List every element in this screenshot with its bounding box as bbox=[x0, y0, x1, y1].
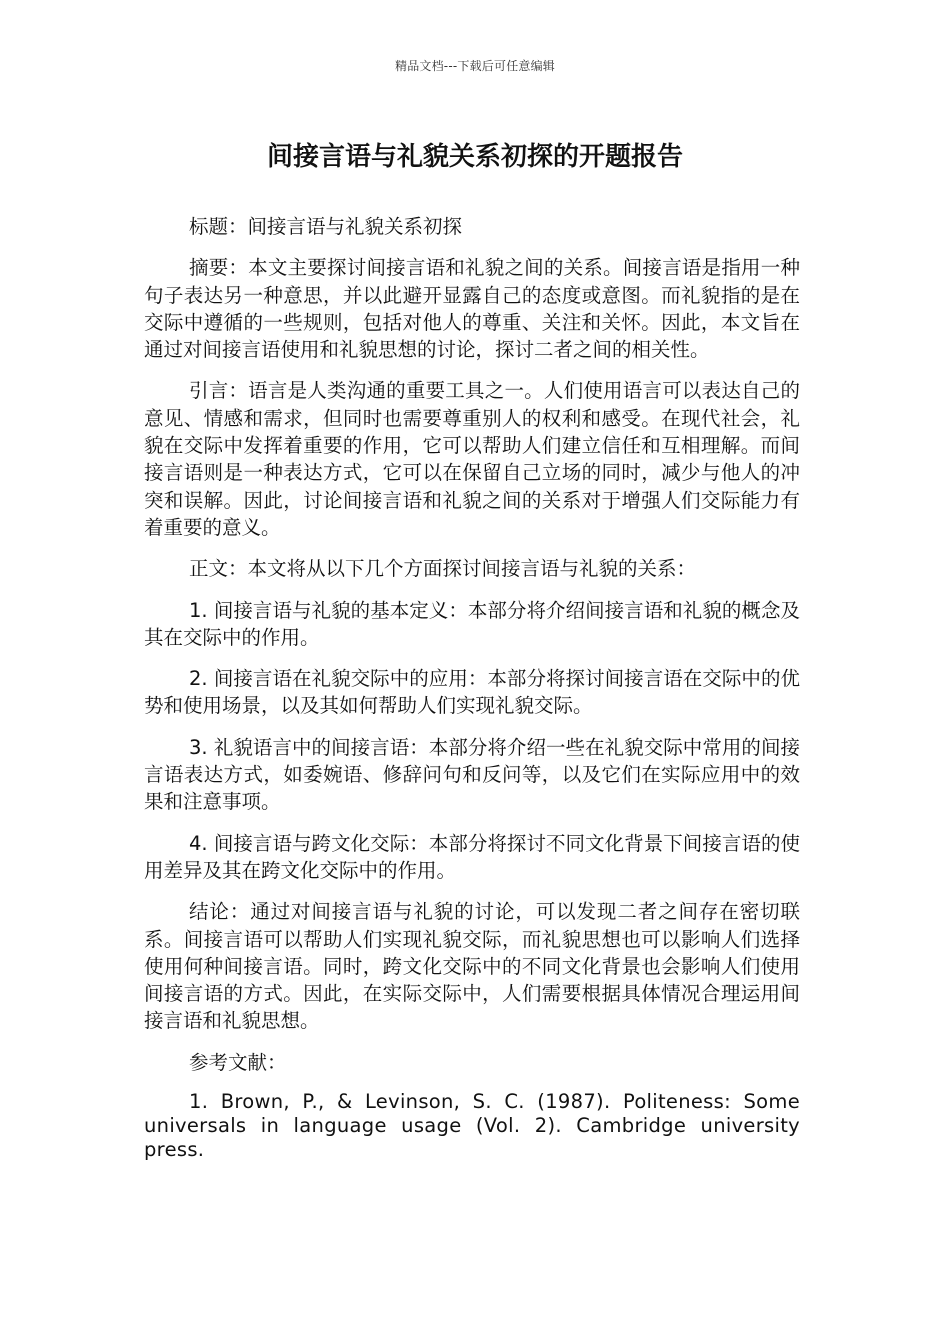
page-header-note: 精品文档---下载后可任意编辑 bbox=[395, 59, 555, 73]
paragraph-reference-1: 1. Brown, P., & Levinson, S. C. (1987). Politeness: Some universals in language usage (Vol. 2). Cambridge university press. bbox=[144, 1090, 800, 1162]
document-title: 间接言语与礼貌关系初探的开题报告 bbox=[266, 142, 683, 172]
paragraph-abstract: 摘要：本文主要探讨间接言语和礼貌之间的关系。间接言语是指用一种句子表达另一种意思，并以此避开显露自己的态度或意图。而礼貌指的是在交际中遵循的一些规则，包括对他人的尊重、关注和关怀。因此，本文旨在通过对间接言语使用和礼貌思想的讨论，探讨二者之间的相关性。 bbox=[144, 256, 800, 362]
paragraph-heading-line: 标题：间接言语与礼貌关系初探 bbox=[189, 215, 463, 238]
paragraph-body-intro: 正文：本文将从以下几个方面探讨间接言语与礼貌的关系： bbox=[189, 557, 697, 581]
paragraph-section-4: 4. 间接言语与跨文化交际：本部分将探讨不同文化背景下间接言语的使用差异及其在跨文化交际中的作用。 bbox=[144, 831, 800, 882]
paragraph-section-1: 1. 间接言语与礼貌的基本定义：本部分将介绍间接言语和礼貌的概念及其在交际中的作用。 bbox=[144, 598, 800, 649]
paragraph-references-heading: 参考文献： bbox=[189, 1050, 287, 1074]
paragraph-section-2: 2. 间接言语在礼貌交际中的应用：本部分将探讨间接言语在交际中的优势和使用场景，以及其如何帮助人们实现礼貌交际。 bbox=[144, 667, 800, 718]
paragraph-conclusion: 结论：通过对间接言语与礼貌的讨论，可以发现二者之间存在密切联系。间接言语可以帮助人们实现礼貌交际，而礼貌思想也可以影响人们选择使用何种间接言语。同时，跨文化交际中的不同文化背景也会影响人们使用间接言语的方式。因此，在实际交际中，人们需要根据具体情况合理运用间接言语和礼貌思想。 bbox=[144, 900, 800, 1033]
paragraph-section-3: 3. 礼貌语言中的间接言语：本部分将介绍一些在礼貌交际中常用的间接言语表达方式，如委婉语、修辞问句和反问等，以及它们在实际应用中的效果和注意事项。 bbox=[144, 735, 800, 814]
paragraph-introduction: 引言：语言是人类沟通的重要工具之一。人们使用语言可以表达自己的意见、情感和需求，但同时也需要尊重别人的权利和感受。在现代社会，礼貌在交际中发挥着重要的作用，它可以帮助人们建立信任和互相理解。而间接言语则是一种表达方式，它可以在保留自己立场的同时，减少与他人的冲突和误解。因此，讨论间接言语和礼貌之间的关系对于增强人们交际能力有着重要的意义。 bbox=[144, 379, 800, 539]
document-body bbox=[144, 213, 800, 1176]
